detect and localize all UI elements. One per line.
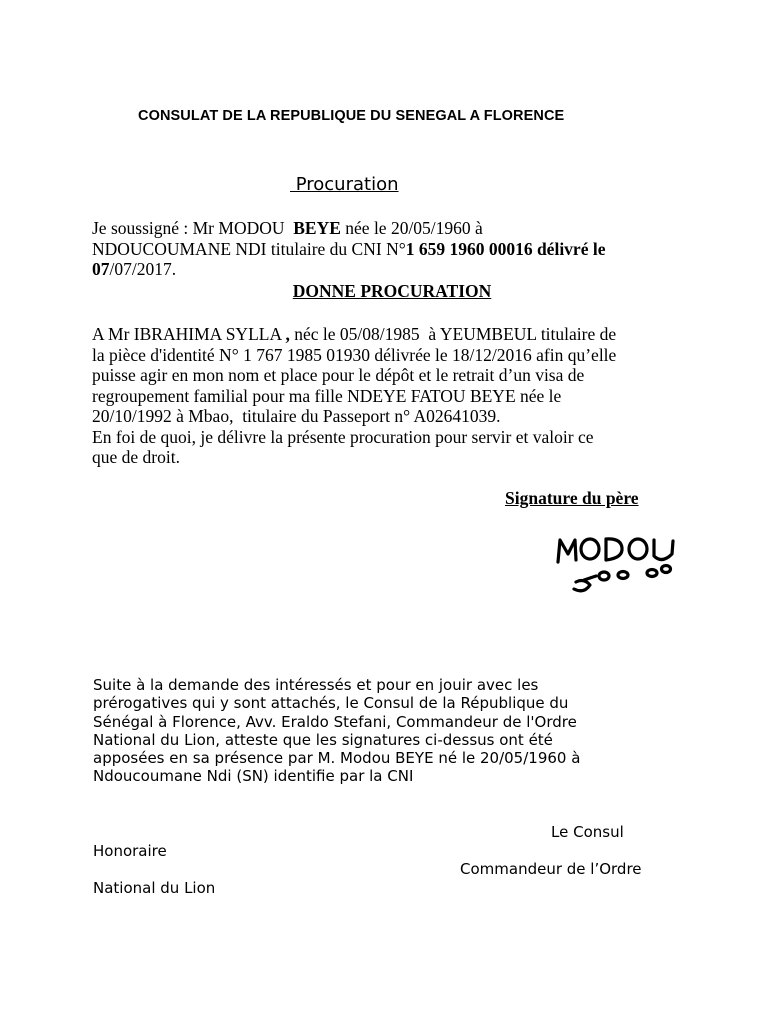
handwritten-signature [548,532,688,602]
attestation-paragraph [93,676,580,786]
mandate-line-2: la pièce d'identité N° 1 767 1985 01930 délivrée le 18/12/2016 afin qu’elle [92,344,617,365]
date-day-bold: 07 [92,259,110,279]
mandate-line-7: que de droit. [92,447,180,467]
attestation-line-4: National du Lion, atteste que les signatures ci-dessus ont été [93,730,553,749]
text-run: /07/2017. [109,259,177,279]
text-run: née le 20/05/1960 à [340,218,483,238]
donne-procuration-heading: DONNE PROCURATION [292,281,492,301]
attestation-line-2: prérogatives qui y sont attachés, le Consul de la République du [93,694,569,713]
declarant-line-3 [92,259,605,280]
surname-bold: BEYE [293,218,341,238]
text-run: Je soussigné : Mr MODOU [92,218,294,238]
closing-consul: Le Consul [551,823,624,841]
text-run: NDOUCOUMANE NDI titulaire du CNI N° [92,238,406,259]
mandate-line-6: En foi de quoi, je délivre la présente procuration pour servir et valoir ce [92,426,594,447]
mandate-line-3: puisse agir en mon nom et place pour le dépôt et le retrait d’un visa de [92,365,585,385]
closing-commandeur: Commandeur de l’Ordre [460,860,642,878]
attestation-line-6: Ndoucoumane Ndi (SN) identifie par la CNI [93,767,414,786]
declarant-line-1 [92,218,605,239]
signature-label: Signature du père [505,488,639,508]
attestation-line-3: Sénégal à Florence, Avv. Eraldo Stefani, Commandeur de l'Ordre [93,712,577,731]
mandate-paragraph [92,324,616,468]
mandate-line-1 [92,324,616,345]
comma-bold: , [285,324,290,344]
mandate-line-5: 20/10/1992 à Mbao, titulaire du Passeport n° A02641039. [92,406,501,426]
declarant-line-2 [92,239,605,260]
cni-number-bold: 1 659 1960 00016 délivré le [405,238,606,259]
closing-national-du-lion: National du Lion [93,879,216,897]
attestation-line-1: Suite à la demande des intéressés et pour en jouir avec les [93,676,539,694]
mandate-line-4: regroupement familial pour ma fille NDEYE FATOU BEYE née le [92,385,562,406]
attestation-line-5: apposées en sa présence par M. Modou BEYE né le 20/05/1960 à [93,749,581,768]
document-title: Procuration [290,174,399,195]
declarant-paragraph [92,218,605,280]
closing-honoraire: Honoraire [93,842,167,860]
text-run: néc le 05/08/1985 à YEUMBEUL titulaire de [289,324,617,344]
text-run: A Mr IBRAHIMA SYLLA [92,324,286,344]
consulate-header: CONSULAT DE LA REPUBLIQUE DU SENEGAL A FLORENCE [138,108,565,124]
